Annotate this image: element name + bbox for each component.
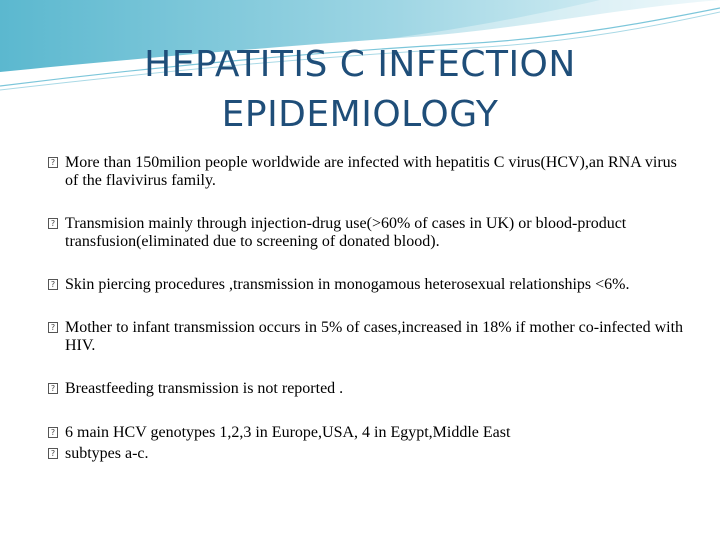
bullet-text: Mother to infant transmission occurs in 5% of cases,increased in 18% if mother co-infected with HIV. (65, 319, 684, 354)
bullet-box-icon (48, 448, 58, 459)
bullet-box-icon (48, 218, 58, 229)
bullet-text: Skin piercing procedures ,transmission in monogamous heterosexual relationships <6%. (65, 276, 630, 293)
bullet-item (48, 424, 688, 442)
bullet-item (48, 380, 688, 398)
slide-title (40, 40, 680, 140)
title-line-2: EPIDEMIOLOGY (221, 94, 499, 135)
bullet-box-icon (48, 322, 58, 333)
bullet-item (48, 276, 688, 294)
bullet-text: subtypes a-c. (65, 445, 149, 462)
bullet-text: 6 main HCV genotypes 1,2,3 in Europe,USA, 4 in Egypt,Middle East (65, 424, 511, 441)
bullet-box-icon (48, 427, 58, 438)
bullet-text: Transmision mainly through injection-drug use(>60% of cases in UK) or blood-product transfusion(eliminated due to screening of donated blood). (65, 215, 627, 250)
bullet-item (48, 154, 688, 190)
bullet-text: Breastfeeding transmission is not reported . (65, 380, 344, 397)
bullet-text: More than 150milion people worldwide are infected with hepatitis C virus(HCV),an RNA virus of the flavivirus family. (65, 154, 677, 189)
bullet-list (48, 154, 688, 463)
bullet-box-icon (48, 279, 58, 290)
title-line-1: HEPATITIS C INFECTION (144, 44, 576, 85)
bullet-box-icon (48, 157, 58, 168)
bullet-item (48, 445, 688, 463)
bullet-item (48, 215, 688, 251)
bullet-item (48, 319, 688, 355)
bullet-box-icon (48, 383, 58, 394)
